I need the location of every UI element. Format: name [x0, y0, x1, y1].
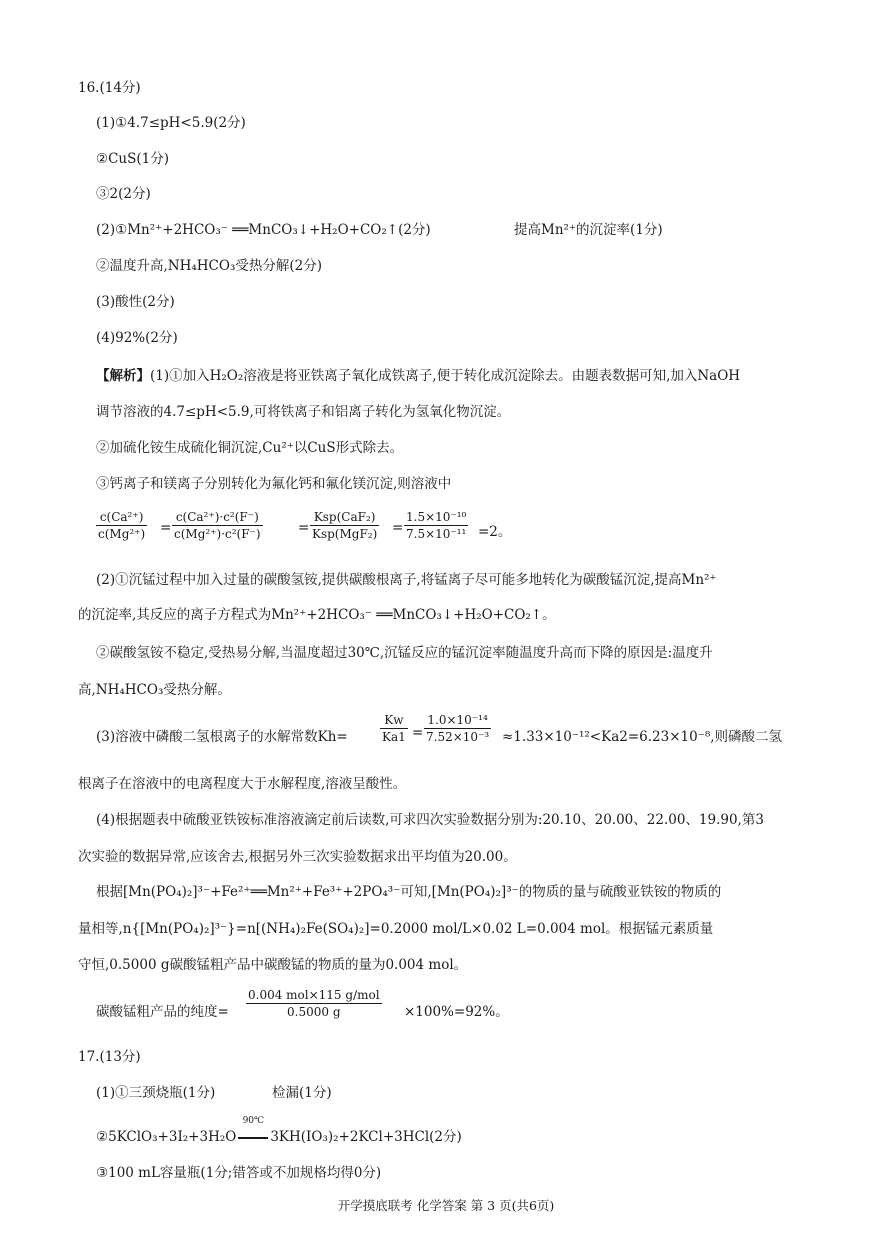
fraction-values: 1.5×10⁻¹⁰ 7.5×10⁻¹¹ — [406, 510, 467, 541]
reaction-arrow — [238, 1116, 268, 1145]
analysis-line-5: (2)①沉锰过程中加入过量的碳酸氢铵,提供碳酸根离子,将锰离子尽可能多地转化为碳酸锰沉淀,提高Mn²⁺ — [96, 572, 717, 588]
fraction-ca-mg: c(Ca²⁺) c(Mg²⁺) — [98, 510, 146, 541]
analysis-line-14: 量相等,n{[Mn(PO₄)₂]³⁻}=n[(NH₄)₂Fe(SO₄)₂]=0.2000 mol/L×0.02 L=0.004 mol。根据锰元素质量 — [78, 921, 714, 937]
fraction-ksp: Ksp(CaF₂) Ksp(MgF₂) — [312, 510, 378, 541]
analysis-line-3: ②加硫化铵生成硫化铜沉淀,Cu²⁺以CuS形式除去。 — [96, 440, 404, 456]
q17-answer-1-1: (1)①三颈烧瓶(1分) — [96, 1085, 216, 1101]
q17-equation-post: 3KH(IO₃)₂+2KCl+3HCl(2分) — [270, 1129, 462, 1145]
q16-answer-4: (4)92%(2分) — [96, 330, 178, 346]
analysis-line-13: 根据[Mn(PO₄)₂]³⁻+Fe²⁺══Mn²⁺+Fe³⁺+2PO₄³⁻可知,[Mn(PO₄)₂]³⁻的物质的量与硫酸亚铁铵的物质的 — [96, 884, 722, 900]
q17-answer-1-1b: 检漏(1分) — [272, 1085, 332, 1101]
fraction-ca-f-mg-f: c(Ca²⁺)·c²(F⁻) c(Mg²⁺)·c²(F⁻) — [174, 510, 261, 541]
analysis-line-9-pre: (3)溶液中磷酸二氢根离子的水解常数Kh= — [96, 729, 348, 745]
q16-answer-1-1: (1)①4.7≤pH<5.9(2分) — [96, 115, 246, 131]
q16-answer-2-1: (2)①Mn²⁺+2HCO₃⁻ ══MnCO₃↓+H₂O+CO₂↑(2分) — [96, 222, 431, 238]
fraction-purity: 0.004 mol×115 g/mol 0.5000 g — [248, 988, 380, 1019]
analysis-tag: 【解析】 — [96, 368, 150, 384]
q17-answer-1-3: ③100 mL容量瓶(1分;错答或不加规格均得0分) — [96, 1165, 382, 1181]
q16-answer-1-3: ③2(2分) — [96, 186, 151, 202]
analysis-line-12: 次实验的数据异常,应该舍去,根据另外三次实验数据求出平均值为20.00。 — [78, 849, 517, 865]
q16-answer-1-2: ②CuS(1分) — [96, 151, 169, 167]
q17-header: 17.(13分) — [78, 1049, 141, 1065]
analysis-line-10: 根离子在溶液中的电离程度大于水解程度,溶液呈酸性。 — [78, 776, 407, 792]
q16-answer-2-1b: 提高Mn²⁺的沉淀率(1分) — [514, 222, 663, 238]
fraction-kh-values: 1.0×10⁻¹⁴ 7.52×10⁻³ — [426, 713, 490, 744]
analysis-line-6: 的沉淀率,其反应的离子方程式为Mn²⁺+2HCO₃⁻ ══MnCO₃↓+H₂O+CO₂↑。 — [78, 607, 556, 623]
analysis-line-7: ②碳酸氢铵不稳定,受热易分解,当温度超过30℃,沉锰反应的锰沉淀率随温度升高而下降的原因是:温度升 — [96, 645, 713, 661]
page-footer: 开学摸底联考 化学答案 第 3 页(共6页) — [337, 1198, 555, 1213]
fraction-result: =2。 — [478, 524, 512, 540]
analysis-line-16-post: ×100%=92%。 — [404, 1004, 509, 1020]
analysis-line-1 — [96, 364, 740, 384]
q16-answer-2-2: ②温度升高,NH₄HCO₃受热分解(2分) — [96, 258, 322, 274]
analysis-line-15: 守恒,0.5000 g碳酸锰粗产品中碳酸锰的物质的量为0.004 mol。 — [78, 957, 468, 973]
q16-header: 16.(14分) — [78, 80, 141, 96]
analysis-line-16-pre: 碳酸锰粗产品的纯度= — [96, 1004, 229, 1020]
analysis-line-2: 调节溶液的4.7≤pH<5.9,可将铁离子和铝离子转化为氢氧化物沉淀。 — [96, 404, 511, 420]
analysis-line-4: ③钙离子和镁离子分别转化为氟化钙和氟化镁沉淀,则溶液中 — [96, 476, 452, 492]
analysis-line-9-post: ≈1.33×10⁻¹²<Ka2=6.23×10⁻⁸,则磷酸二氢 — [502, 729, 783, 745]
q17-equation-pre: ②5KClO₃+3I₂+3H₂O — [96, 1129, 237, 1145]
answer-page: 16.(14分) (1)①4.7≤pH<5.9(2分) ②CuS(1分) ③2(2分) (2)①Mn²⁺+2HCO₃⁻ ══MnCO₃↓+H₂O+CO₂↑(2分) 提高Mn²⁺的沉淀率(1分) ②温度升高,NH₄HCO₃受热分解(2分) (3)酸性(2分) (4)92%(2分) 【解析】(1)①加入H₂O₂溶液是将亚铁离子氧化成铁离子,便于转化成沉淀除去。由题表数据可知,加入NaOH 调节溶液的4.7≤pH<5.9,可将铁离子和铝离子转化为氢氧化物沉淀。 ②加硫化铵生成硫化铜沉淀,Cu²⁺以CuS形式除去。 ③钙离子和镁离子分别转化为氟化钙和氟化镁沉淀,则溶液中 c(Ca²⁺) c(Mg²⁺) = c(Ca²⁺)·c²(F⁻) c(Mg²⁺)·c²(F⁻) = Ksp(CaF₂) Ksp(MgF₂) = 1.5×10⁻¹⁰ 7.5×10⁻¹¹ =2。 (2)①沉锰过程中加入过量的碳酸氢铵,提供碳酸根离子,将锰离子尽可能多地转化为碳酸锰沉淀,提高Mn²⁺ 的沉淀率,其反应的离子方程式为Mn²⁺+2HCO₃⁻ ══MnCO₃↓+H₂O+CO₂↑。 ②碳酸氢铵不稳定,受热易分解,当温度超过30℃,沉锰反应的锰沉淀率随温度升高而下降的原因是:温度升 高,NH₄HCO₃受热分解。 (3)溶液中磷酸二氢根离子的水解常数Kh= Kw Ka1 = 1.0×10⁻¹⁴ 7.52×10⁻³ ≈1.33×10⁻¹²<Ka2=6.23×10⁻⁸,则磷酸二氢 根离子在溶液中的电离程度大于水解程度,溶液呈酸性。 (4)根据题表中硫酸亚铁铵标准溶液滴定前后读数,可求四次实验数据分别为:20.10、20.00、22.00、19.90,第3 次实验的数据异常,应该舍去,根据另外三次实验数据求出平均值为20.00。 根据[Mn(PO₄)₂]³⁻+Fe²⁺══Mn²⁺+Fe³⁺+2PO₄³⁻可知,[Mn(PO₄)₂]³⁻的物质的量与硫酸亚铁铵的物质的 量相等,n{[Mn(PO₄)₂]³⁻}=n[(NH₄)₂Fe(SO₄)₂]=0.2000 mol/L×0.02 L=0.004 mol。根据锰元素质量 守恒,0.5000 g碳酸锰粗产品中碳酸锰的物质的量为0.004 mol。 碳酸锰粗产品的纯度= 0.004 mol×115 g/mol 0.5000 g ×100%=92%。 17.(13分) (1)①三颈烧瓶(1分) 检漏(1分) ②5KClO₃+3I₂+3H₂O 90℃ 3KH(IO₃)₂+2KCl+3HCl(2分) ③100 mL容量瓶(1分;错答或不加规格均得0分) 开学摸底联考 化学答案 第 3 页(共6页) — [0, 0, 892, 1252]
q16-answer-3: (3)酸性(2分) — [96, 294, 175, 310]
reaction-condition: 90℃ — [242, 1116, 265, 1126]
analysis-line-8: 高,NH₄HCO₃受热分解。 — [78, 682, 231, 698]
fraction-kw-ka1: Kw Ka1 — [382, 713, 406, 744]
analysis-text-1: (1)①加入H₂O₂溶液是将亚铁离子氧化成铁离子,便于转化成沉淀除去。由题表数据可知,加入NaOH — [150, 368, 741, 384]
analysis-line-11: (4)根据题表中硫酸亚铁铵标准溶液滴定前后读数,可求四次实验数据分别为:20.10、20.00、22.00、19.90,第3 — [96, 812, 764, 828]
q17-answer-1-2 — [96, 1116, 462, 1145]
